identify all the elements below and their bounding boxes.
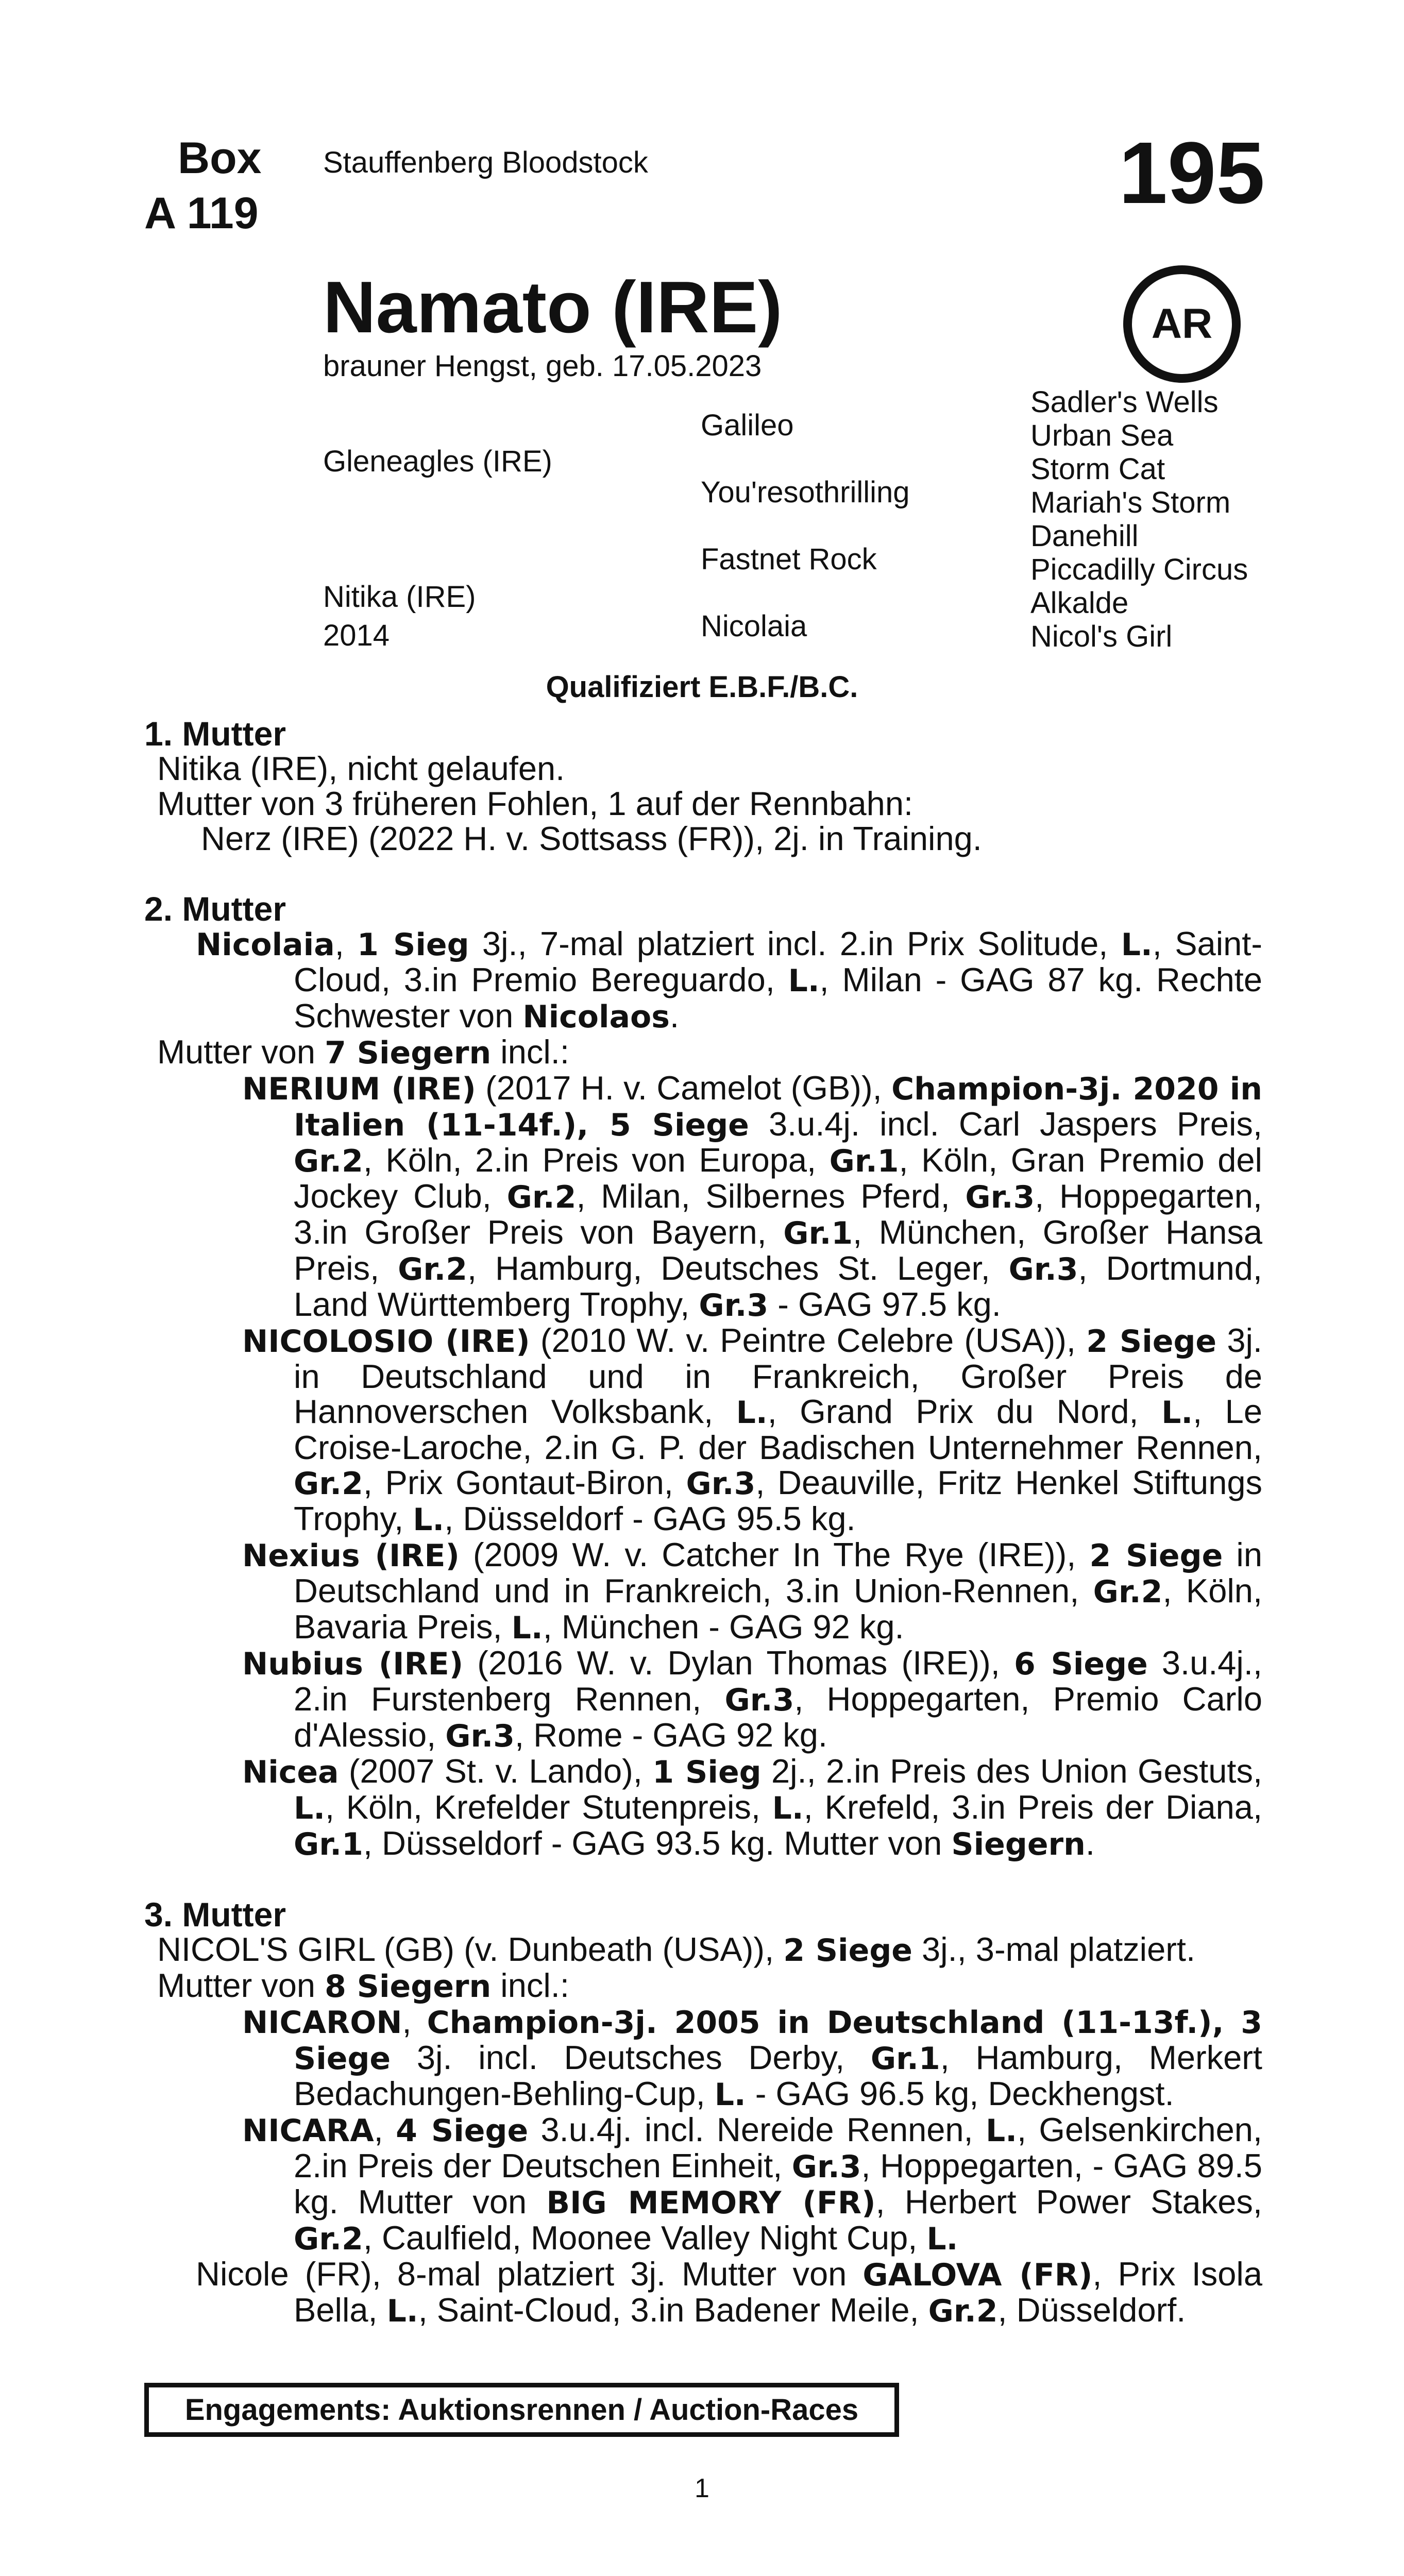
text: 3.u.4j. incl. Nereide Rennen, (528, 2111, 986, 2148)
race-grade: Gr.1 (829, 1143, 899, 1179)
pedigree-gg-6: Piccadilly Circus (1030, 553, 1248, 586)
box-label: Box (178, 133, 262, 183)
text: 3j. incl. Deutsches Derby, (391, 2039, 871, 2076)
mother-of-line (144, 1035, 1262, 1071)
race-grade: Gr.3 (791, 2149, 861, 2185)
text: in Deutschland und in Frankreich, 3.in Union-Rennen, (294, 1536, 1262, 1609)
horse-name-bold: Nicolaos (522, 999, 670, 1035)
horse-name-bold: NICARA (242, 2113, 374, 2149)
wins-bold: 2 Siege (1089, 1538, 1223, 1574)
text: 2j., 2.in Preis des Union Gestuts, (761, 1752, 1263, 1790)
page-number: 1 (695, 2473, 709, 2503)
third-dam-heading: 3. Mutter (144, 1895, 286, 1934)
text: , (334, 925, 358, 962)
text: , Hoppegarten, - GAG 89.5 kg. Mutter von (294, 2147, 1262, 2221)
qualification-note: Qualifiziert E.B.F./B.C. (546, 670, 858, 704)
horse-name-bold: Nicolaia (196, 927, 335, 963)
pedigree-dam-sire: Fastnet Rock (701, 543, 877, 576)
text: , Dortmund, Land Württemberg Trophy, (294, 1249, 1262, 1323)
consignor: Stauffenberg Bloodstock (323, 146, 648, 179)
text: , Caulfield, Moonee Valley Night Cup, (363, 2219, 927, 2257)
winners-bold: Siegern (951, 1826, 1086, 1862)
race-grade: L. (772, 1790, 804, 1826)
text: , Le Croise-Laroche, 2.in G. P. der Badischen Unternehmer Rennen, (294, 1393, 1262, 1466)
race-grade: L. (926, 2221, 958, 2257)
text: (2007 St. v. Lando), (339, 1752, 653, 1790)
text: , Gelsenkirchen, 2.in Preis der Deutschen Einheit, (294, 2111, 1262, 2184)
produce-entry-nicea (144, 1754, 1262, 1862)
text: , Milan, Silbernes Pferd, (576, 1177, 966, 1215)
winners-bold: 7 Siegern (325, 1035, 492, 1071)
pedigree-gg-5: Danehill (1030, 519, 1139, 553)
wins-bold: 2 Siege (783, 1933, 912, 1969)
produce-entry-nerium (144, 1071, 1262, 1323)
race-grade: Gr.1 (870, 2041, 940, 2077)
text: , Hamburg, Deutsches St. Leger, (467, 1249, 1009, 1287)
wins-bold: 1 Sieg (652, 1754, 762, 1790)
text: . (1085, 1824, 1095, 1862)
race-grade: Gr.1 (783, 1215, 853, 1251)
text: (2017 H. v. Camelot (GB)), (476, 1069, 892, 1107)
engagements-box: Engagements: Auktionsrennen / Auction-Races (144, 2383, 899, 2437)
horse-name-bold: NICOLOSIO (IRE) (242, 1324, 530, 1360)
text: Mutter von (157, 1967, 325, 2004)
text: (2016 W. v. Dylan Thomas (IRE)), (463, 1644, 1014, 1682)
first-dam-line: Mutter von 3 früheren Fohlen, 1 auf der Rennbahn: (157, 785, 914, 822)
produce-entry-nexius (144, 1537, 1262, 1646)
text: , Saint-Cloud, 3.in Badener Meile, (418, 2291, 928, 2329)
text: (2010 W. v. Peintre Celebre (USA)), (530, 1321, 1087, 1359)
text: , Köln, Krefelder Stutenpreis, (325, 1788, 772, 1826)
race-grade: Gr.2 (1093, 1574, 1163, 1610)
catalogue-body (144, 716, 1262, 2329)
text: Mutter von (157, 1033, 325, 1071)
text: incl.: (491, 1967, 569, 2004)
race-grade: L. (1121, 927, 1153, 963)
ar-badge: AR (1123, 265, 1241, 383)
lot-number: 195 (1119, 124, 1265, 222)
text: , Deauville, Fritz Henkel Stiftungs Trophy, (294, 1464, 1262, 1537)
produce-entry-nicole (144, 2257, 1262, 2329)
race-grade: Gr.2 (506, 1179, 577, 1215)
dam-entry-nicols-girl (144, 1932, 1262, 1968)
pedigree-sire: Gleneagles (IRE) (323, 445, 552, 478)
text: , Köln, Gran Premio del Jockey Club, (294, 1141, 1262, 1215)
first-dam-heading: 1. Mutter (144, 715, 286, 753)
pedigree-gg-4: Mariah's Storm (1030, 486, 1231, 519)
pedigree-gg-8: Nicol's Girl (1030, 620, 1173, 653)
race-grade: Gr.2 (294, 2221, 363, 2257)
text: incl.: (491, 1033, 569, 1071)
pedigree-gg-1: Sadler's Wells (1030, 385, 1219, 419)
text: , Krefeld, 3.in Preis der Diana, (803, 1788, 1263, 1826)
pedigree-gg-2: Urban Sea (1030, 419, 1174, 452)
text: , Prix Isola Bella, (294, 2255, 1262, 2329)
text: , Grand Prix du Nord, (767, 1393, 1162, 1430)
pedigree-dam-year: 2014 (323, 619, 390, 652)
pedigree-sire-sire: Galileo (701, 409, 794, 442)
pedigree-gg-3: Storm Cat (1030, 452, 1165, 486)
horse-name-bold: BIG MEMORY (FR) (546, 2185, 876, 2221)
race-grade: Gr.3 (445, 1718, 515, 1754)
text: , Prix Gontaut-Biron, (363, 1464, 686, 1501)
text: 3.u.4j., 2.in Furstenberg Rennen, (294, 1644, 1262, 1718)
horse-name-bold: Nexius (IRE) (242, 1538, 460, 1574)
produce-entry-nicolosio (144, 1323, 1262, 1537)
pedigree-dam: Nitika (IRE) (323, 580, 476, 614)
race-grade: Gr.2 (398, 1251, 467, 1287)
text: . (669, 997, 679, 1035)
text: , Rome - GAG 92 kg. (515, 1716, 827, 1754)
race-grade: L. (386, 2293, 418, 2329)
race-grade: L. (788, 963, 820, 999)
text: , Herbert Power Stakes, (875, 2183, 1262, 2221)
text: Nicole (FR), 8-mal platziert 3j. Mutter von (196, 2255, 863, 2293)
text: , Köln, Bavaria Preis, (294, 1572, 1263, 1646)
horse-name-bold: NERIUM (IRE) (242, 1071, 476, 1107)
first-dam-line: Nitika (IRE), nicht gelaufen. (157, 750, 565, 787)
champion-bold: Champion-3j. 2005 in Deutschland (11-13f.), 3 Siege (294, 2005, 1262, 2077)
pedigree-dam-dam: Nicolaia (701, 609, 807, 643)
race-grade: L. (1161, 1395, 1193, 1431)
pedigree-gg-7: Alkalde (1030, 586, 1129, 620)
text: - GAG 97.5 kg. (768, 1285, 1001, 1323)
text: , Milan - GAG 87 kg. Rechte Schwester von (294, 961, 1262, 1035)
race-grade: Gr.3 (699, 1287, 769, 1324)
wins-bold: 2 Siege (1086, 1324, 1217, 1360)
race-grade: Gr.3 (686, 1466, 756, 1502)
text: , (374, 2111, 396, 2148)
text: (2009 W. v. Catcher In The Rye (IRE)), (459, 1536, 1090, 1573)
race-grade: L. (714, 2077, 746, 2113)
produce-entry-nubius (144, 1646, 1262, 1754)
race-grade: Gr.3 (724, 1682, 794, 1718)
race-grade: L. (985, 2113, 1018, 2149)
text: NICOL'S GIRL (GB) (v. Dunbeath (USA)), (157, 1930, 784, 1968)
race-grade: L. (413, 1502, 445, 1538)
text: , Düsseldorf - GAG 95.5 kg. (444, 1500, 856, 1537)
wins-bold: 6 Siege (1013, 1646, 1148, 1682)
produce-entry-nicara (144, 2112, 1262, 2257)
race-grade: L. (736, 1395, 768, 1431)
race-grade: L. (511, 1610, 543, 1646)
race-grade: Gr.1 (294, 1826, 363, 1862)
text: 3j., 3-mal platziert. (912, 1930, 1196, 1968)
produce-entry-nicaron (144, 2004, 1262, 2112)
box-number: A 119 (144, 189, 259, 238)
winners-bold: 8 Siegern (325, 1969, 492, 2005)
pedigree-great-grandparents (1030, 385, 1248, 653)
text: , Düsseldorf - GAG 93.5 kg. Mutter von (363, 1824, 952, 1862)
horse-description: brauner Hengst, geb. 17.05.2023 (323, 349, 762, 383)
text: , (402, 2003, 427, 2040)
text: , München, Großer Hansa Preis, (294, 1213, 1262, 1287)
race-grade: Gr.2 (294, 1143, 363, 1179)
mother-of-line (144, 1968, 1262, 2004)
horse-name: Namato (IRE) (323, 266, 783, 348)
text: , Hoppegarten, 3.in Großer Preis von Bayern, (294, 1177, 1262, 1251)
text: , Köln, 2.in Preis von Europa, (363, 1141, 830, 1179)
text: , München - GAG 92 kg. (543, 1608, 904, 1646)
horse-name-bold: Nubius (IRE) (242, 1646, 464, 1682)
text: , Düsseldorf. (997, 2291, 1186, 2329)
text: , Saint-Cloud, 3.in Premio Bereguardo, (294, 925, 1262, 998)
text: , Hamburg, Merkert Bedachungen-Behling-Cup, (294, 2039, 1262, 2112)
second-dam-heading: 2. Mutter (144, 890, 286, 928)
text: - GAG 96.5 kg, Deckhengst. (746, 2075, 1174, 2112)
dam-entry-nicolaia (144, 926, 1262, 1035)
race-grade: Gr.2 (928, 2293, 998, 2329)
race-grade: Gr.3 (1008, 1251, 1078, 1287)
wins-bold: 1 Sieg (357, 927, 469, 963)
text: , Hoppegarten, Premio Carlo d'Alessio, (294, 1680, 1262, 1754)
wins-bold: 4 Siege (396, 2113, 529, 2149)
champion-bold: Champion-3j. 2020 in Italien (11-14f.), 5 Siege (294, 1071, 1263, 1143)
race-grade: Gr.2 (294, 1466, 363, 1502)
text: 3.u.4j. incl. Carl Jaspers Preis, (749, 1105, 1262, 1143)
race-grade: L. (294, 1790, 326, 1826)
horse-name-bold: Nicea (242, 1754, 339, 1790)
text: 3j., 7-mal platziert incl. 2.in Prix Solitude, (469, 925, 1121, 962)
pedigree-sire-dam: You'resothrilling (701, 476, 910, 509)
horse-name-bold: NICARON (242, 2005, 402, 2041)
first-dam-line: Nerz (IRE) (2022 H. v. Sottsass (FR)), 2j. in Training. (201, 820, 982, 857)
race-grade: Gr.3 (965, 1179, 1035, 1215)
horse-name-bold: GALOVA (FR) (862, 2257, 1093, 2293)
text: 3j. in Deutschland und in Frankreich, Großer Preis de Hannoverschen Volksbank, (294, 1321, 1262, 1430)
